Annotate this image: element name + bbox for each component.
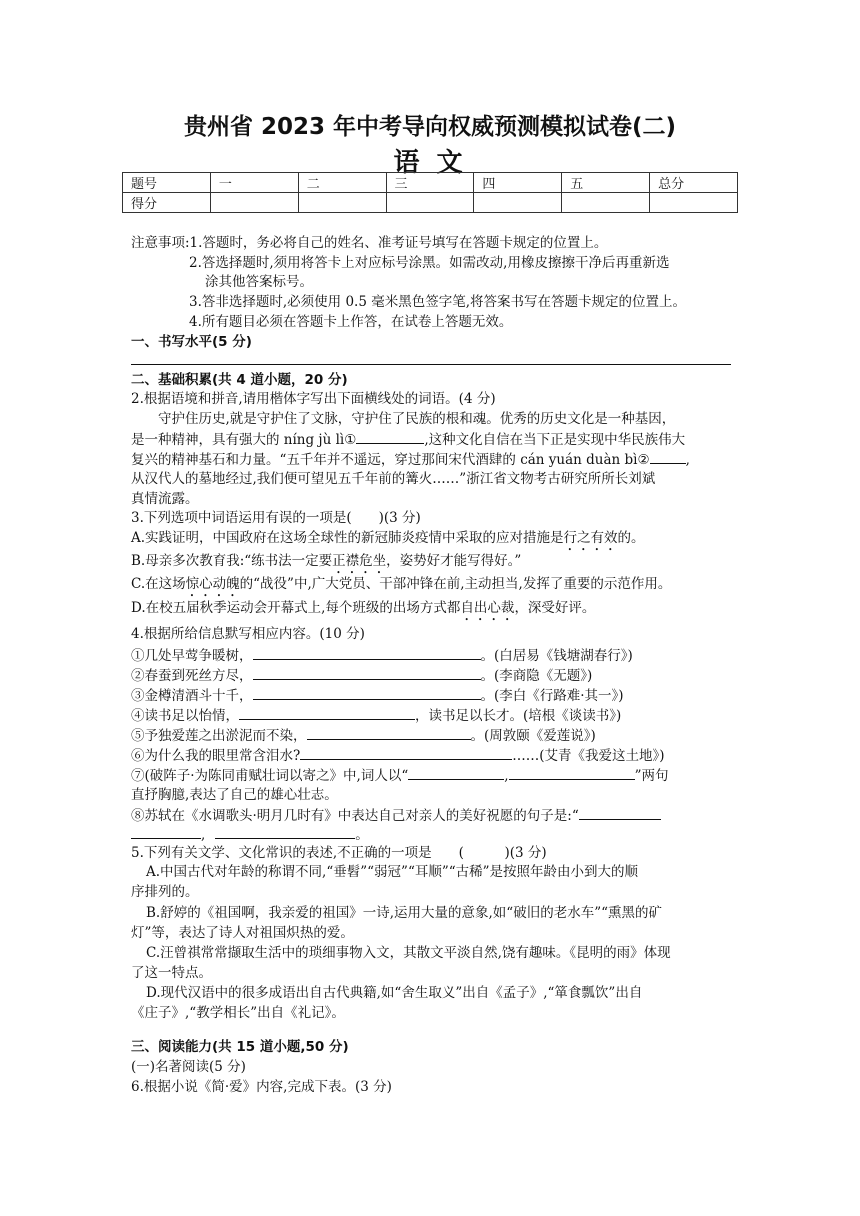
answer-blank[interactable]	[356, 429, 424, 444]
note-line: 2.答选择题时,须用将答卡上对应标号涂黑。如需改动,用橡皮擦擦干净后再重新选	[189, 255, 670, 271]
line-text: ,	[201, 827, 206, 843]
section-heading: 二、基础积累(共 4 道小题，20 分)	[131, 372, 348, 388]
passage-line: 守护住历史,就是守护住了文脉，守护住了民族的根和魂。优秀的历史文化是一种基因，	[158, 411, 676, 427]
score-table	[122, 172, 738, 213]
question-stem: 4.根据所给信息默写相应内容。(10 分)	[131, 626, 365, 642]
passage-line: 从汉代人的墓地经过,我们便可望见五千年前的篝火……”浙江省文物考古研究所所长刘斌	[131, 471, 656, 487]
section-heading: 三、阅读能力(共 15 道小题,50 分)	[131, 1039, 349, 1055]
passage-line	[131, 449, 731, 470]
option-d-cont: 《庄子》,“教学相长”出自《礼记》。	[131, 1005, 345, 1021]
recitation-line	[131, 665, 731, 686]
answer-blank[interactable]	[239, 705, 415, 720]
line-text: ②春蚕到死丝方尽，	[131, 668, 253, 684]
option-b: B.舒婷的《祖国啊，我亲爱的祖国》一诗,运用大量的意象,如“破旧的老水车”“熏黑的矿	[146, 905, 662, 921]
option-text: C.在这场	[131, 576, 186, 592]
line-text: ⑤予独爱莲之出淤泥而不染，	[131, 728, 307, 744]
option-text: ，深受好评。	[514, 600, 596, 616]
recitation-line: 直抒胸臆,表达了自己的雄心壮志。	[131, 787, 338, 803]
option-text: A.实践证明，中国政府在这场全球性的新冠肺炎疫情中采取的应对措施是	[131, 530, 564, 546]
option-text: 的。	[617, 530, 645, 546]
score-cell: 三	[386, 173, 474, 193]
question-stem: 3.下列选项中词语运用有误的一项是( )(3 分)	[131, 510, 421, 526]
score-cell: 题号	[123, 173, 211, 193]
recitation-line	[131, 685, 731, 706]
option-text: ，姿势好才能写得好。”	[386, 553, 522, 569]
line-text: ⑦(破阵子·为陈同甫赋壮词以寄之》中,词人以“	[131, 768, 409, 784]
score-input-cell	[474, 193, 562, 213]
answer-blank[interactable]	[253, 685, 481, 700]
option-d: D.现代汉语中的很多成语出自古代典籍,如“舍生取义”出自《孟子》,“箪食瓢饮”出自	[146, 985, 643, 1001]
score-input-cell	[210, 193, 298, 213]
passage-text: 是一种精神，具有强大的 níng jù lì①	[131, 432, 357, 448]
option-text: D.在校五届秋季运动会开幕式上,每个班级的出场方式都	[131, 600, 461, 616]
passage-line: 真情流露。	[131, 491, 199, 507]
score-input-cell	[386, 193, 474, 213]
exam-title: 贵州省 2023 年中考导向权威预测模拟试卷(二)	[183, 114, 677, 140]
option-c	[131, 574, 731, 600]
line-text: 。(周敦颐《爱莲说》)	[470, 728, 596, 744]
question-stem: 6.根据小说《简·爱》内容,完成下表。(3 分)	[131, 1079, 392, 1095]
score-input-cell	[650, 193, 738, 213]
recitation-line	[131, 824, 731, 845]
section-heading: 一、书写水平(5 分)	[131, 334, 252, 350]
answer-blank[interactable]	[307, 725, 471, 740]
passage-text: 复兴的精神基石和力量。“五千年并不遥远，穿过那间宋代酒肆的 cán yuán duàn bì②	[131, 452, 650, 468]
score-table-score-row	[123, 193, 738, 213]
option-a-cont: 序排列的。	[131, 884, 199, 900]
question-stem: 2.根据语境和拼音,请用楷体字写出下面横线处的词语。(4 分)	[131, 391, 496, 407]
score-cell: 得分	[123, 193, 211, 213]
answer-blank[interactable]	[408, 765, 504, 780]
note-line: 涂其他答案标号。	[205, 274, 313, 290]
answer-blank[interactable]	[509, 765, 635, 780]
recitation-line	[131, 645, 731, 666]
answer-blank[interactable]	[131, 824, 201, 839]
score-cell: 二	[298, 173, 386, 193]
line-text: ”两句	[634, 768, 669, 784]
subsection-heading: (一)名著阅读(5 分)	[131, 1059, 246, 1075]
option-b-cont: 灯”等，表达了诗人对祖国炽热的爱。	[131, 925, 354, 941]
answer-blank[interactable]	[300, 745, 512, 760]
recitation-line	[131, 745, 731, 766]
dotted-word: 行之有效	[563, 530, 618, 546]
answer-blank[interactable]	[253, 665, 481, 680]
line-text: ①几处早莺争暖树，	[131, 648, 253, 664]
line-text: 。	[355, 827, 369, 843]
question-stem: 5.下列有关文学、文化常识的表述,不正确的一项是 ( )(3 分)	[131, 845, 547, 861]
dotted-word: 正襟危坐	[332, 553, 387, 569]
option-text: 的“战役”中,广大党员、干部冲锋在前,主动担当,发挥了重要的示范作用。	[239, 576, 672, 592]
divider	[131, 364, 731, 365]
recitation-line	[131, 765, 731, 786]
subject-title: 语 文	[393, 148, 467, 178]
line-text: ,	[504, 768, 509, 784]
option-c-cont: 了这一特点。	[131, 965, 212, 981]
answer-blank[interactable]	[650, 449, 686, 464]
score-cell: 总分	[650, 173, 738, 193]
score-input-cell	[298, 193, 386, 213]
line-text: ……(艾青《我爱这土地》)	[512, 748, 665, 764]
passage-text: ,这种文化自信在当下正是实现中华民族伟大	[424, 432, 686, 448]
dotted-word: 自出心裁	[460, 600, 515, 616]
answer-blank[interactable]	[215, 824, 355, 839]
line-text: 。(白居易《钱塘湖春行》)	[480, 648, 633, 664]
passage-line	[131, 429, 731, 450]
note-line: 注意事项:1.答题时，务必将自己的姓名、准考证号填写在答题卡规定的位置上。	[131, 235, 608, 251]
passage-text: ,	[685, 452, 690, 468]
score-input-cell	[562, 193, 650, 213]
score-cell: 四	[474, 173, 562, 193]
recitation-line	[131, 725, 731, 746]
dotted-word: 惊心动魄	[185, 576, 240, 592]
line-text: ，读书足以长才。(培根《谈读书》)	[415, 708, 622, 724]
option-text: B.母亲多次教育我:“练书法一定要	[131, 553, 333, 569]
score-cell: 五	[562, 173, 650, 193]
option-a: A.中国古代对年龄的称谓不同,“垂髫”“弱冠”“耳顺”“古稀”是按照年龄由小到大的顺	[146, 864, 639, 880]
score-cell: 一	[210, 173, 298, 193]
line-text: ⑧苏轼在《水调歌头·明月几时有》中表达自己对亲人的美好祝愿的句子是:“	[131, 808, 579, 824]
recitation-line	[131, 705, 731, 726]
option-c: C.汪曾祺常常撷取生活中的琐细事物入文，其散文平淡自然,饶有趣味。《昆明的雨》体现	[146, 945, 671, 961]
line-text: 。(李白《行路难·其一》)	[480, 688, 624, 704]
score-table-header-row	[123, 173, 738, 193]
line-text: ③金樽清酒斗十千，	[131, 688, 253, 704]
note-line: 4.所有题目必须在答题卡上作答，在试卷上答题无效。	[189, 314, 513, 330]
recitation-line	[131, 805, 731, 826]
answer-blank[interactable]	[579, 805, 661, 820]
line-text: ⑥为什么我的眼里常含泪水?	[131, 748, 301, 764]
line-text: 。(李商隐《无题》)	[480, 668, 593, 684]
line-text: ④读书足以怡情，	[131, 708, 239, 724]
answer-blank[interactable]	[253, 645, 481, 660]
note-line: 3.答非选择题时,必须使用 0.5 毫米黑色签字笔,将答案书写在答题卡规定的位置上。	[189, 294, 687, 310]
option-d	[131, 598, 731, 624]
